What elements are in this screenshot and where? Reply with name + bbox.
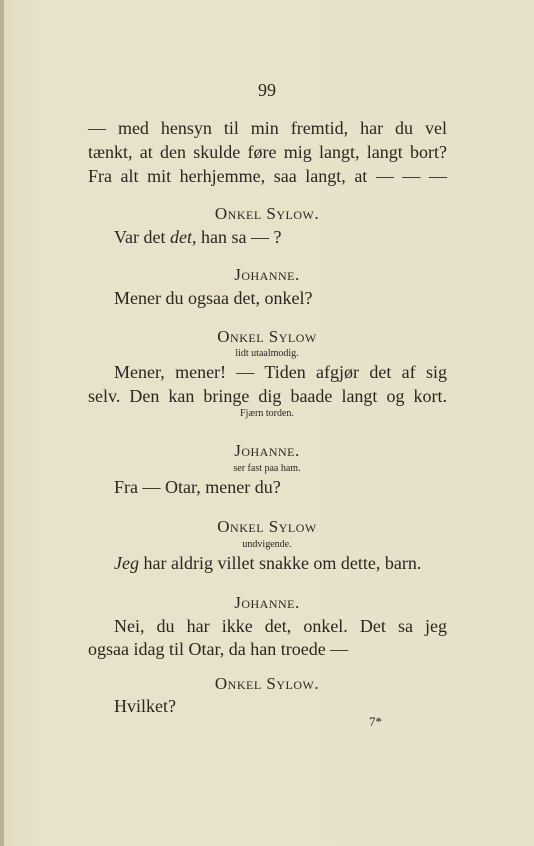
emphasized-text: Jeg bbox=[114, 553, 139, 573]
speech-line: Hvilket? bbox=[114, 696, 176, 716]
opening-line-1: — med hensyn til min fremtid, har du vel bbox=[88, 118, 447, 138]
stage-direction: Fjærn torden. bbox=[240, 408, 294, 419]
speaker-johanne: Johanne. bbox=[234, 593, 300, 612]
speech-line bbox=[88, 551, 447, 575]
speech-text: han sa — ? bbox=[196, 227, 282, 247]
signature-mark: 7* bbox=[369, 714, 382, 729]
speaker-onkel-sylow: Onkel Sylow bbox=[217, 517, 317, 536]
page-spine-shadow bbox=[0, 0, 4, 846]
speech-line bbox=[88, 225, 447, 249]
speech-line: Nei, du har ikke det, onkel. Det sa jeg bbox=[114, 616, 447, 636]
speech-line: Mener du ogsaa det, onkel? bbox=[114, 288, 313, 308]
speech-text: har aldrig villet snakke om dette, barn. bbox=[138, 553, 422, 573]
opening-line-2: tænkt, at den skulde føre mig langt, langt bort? bbox=[88, 142, 447, 162]
speaker-johanne: Johanne. bbox=[234, 441, 300, 460]
speech-line: Fra — Otar, mener du? bbox=[114, 477, 281, 497]
speech-line: Mener, mener! — Tiden afgjør det af sig bbox=[114, 362, 447, 382]
stage-direction: lidt utaalmodig. bbox=[235, 348, 299, 359]
stage-direction: ser fast paa ham. bbox=[233, 463, 301, 474]
speaker-onkel-sylow: Onkel Sylow bbox=[217, 327, 317, 346]
speaker-johanne: Johanne. bbox=[234, 265, 300, 284]
opening-line-3: Fra alt mit herhjemme, saa langt, at — — — bbox=[88, 166, 447, 186]
speech-line: selv. Den kan bringe dig baade langt og kort. bbox=[88, 386, 447, 406]
page-number: 99 bbox=[258, 80, 276, 100]
emphasized-text: det, bbox=[169, 227, 197, 247]
stage-direction: undvigende. bbox=[242, 539, 292, 550]
speaker-onkel-sylow: Onkel Sylow. bbox=[214, 674, 320, 693]
speech-text: Var det bbox=[114, 227, 170, 247]
speaker-onkel-sylow: Onkel Sylow. bbox=[214, 204, 320, 223]
speech-line: ogsaa idag til Otar, da han troede — bbox=[88, 639, 349, 659]
